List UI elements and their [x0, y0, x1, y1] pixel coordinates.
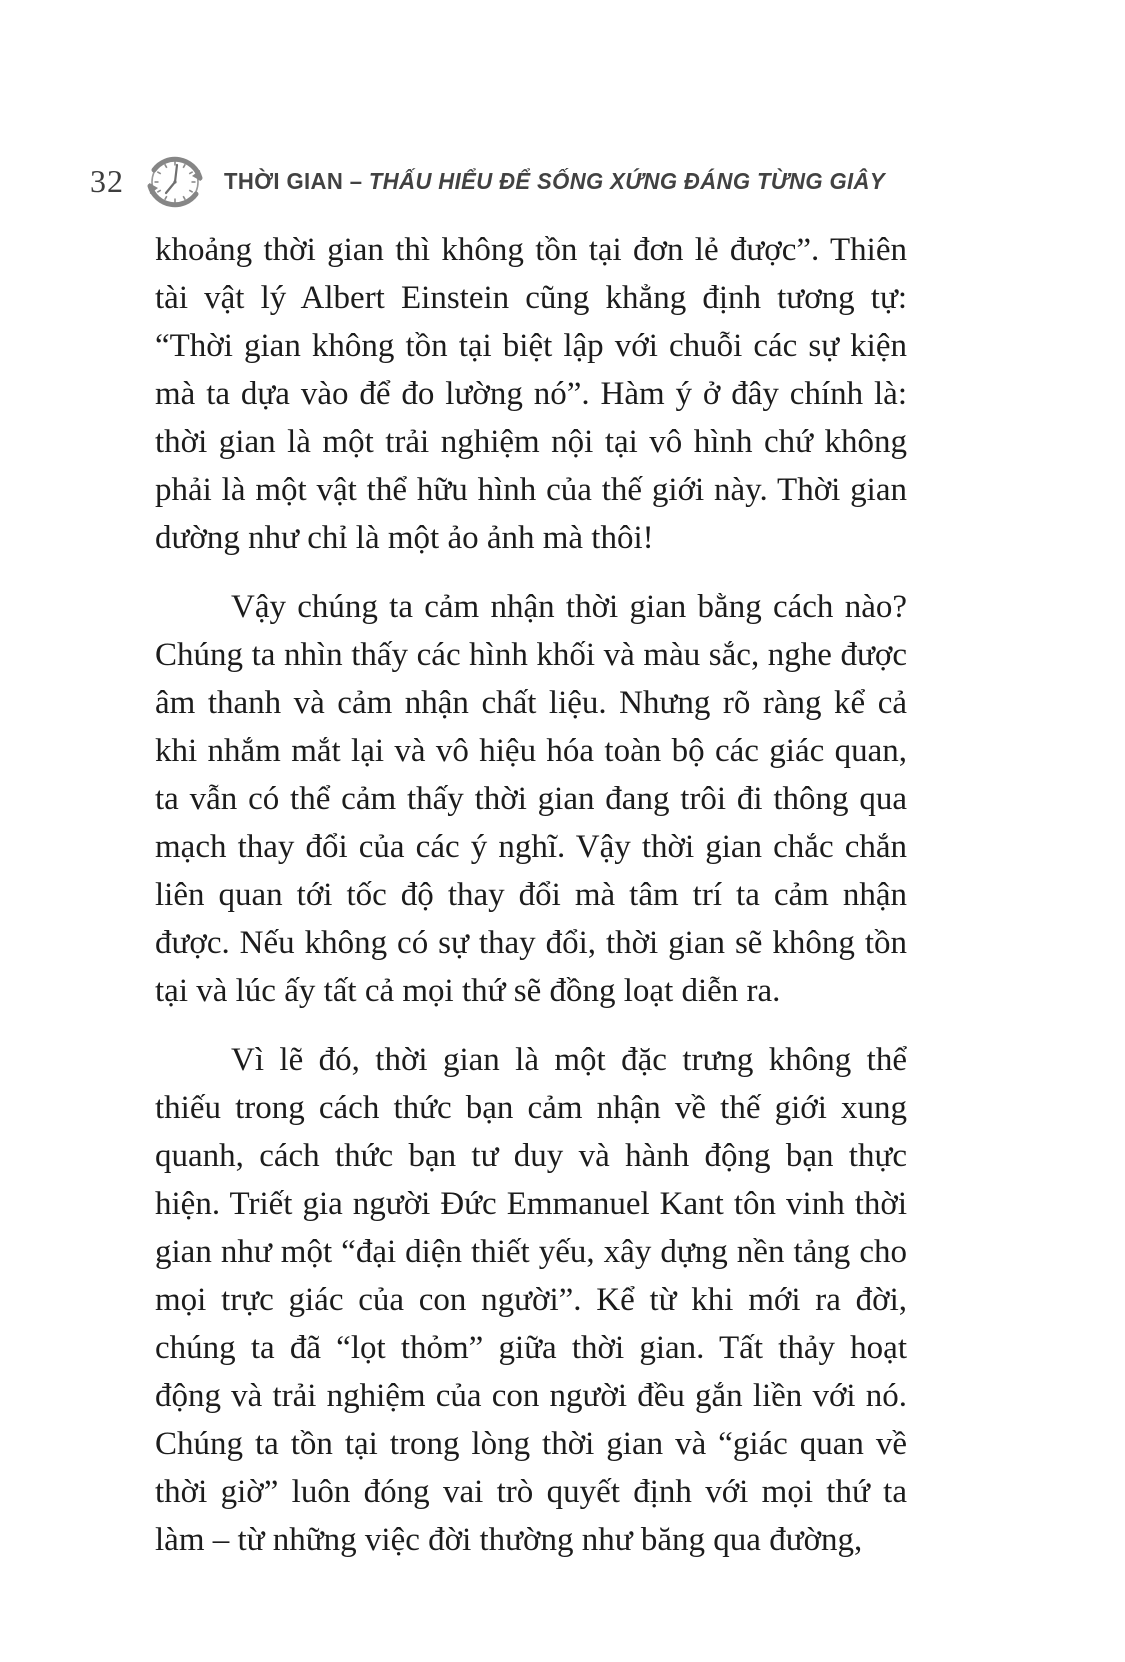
- paragraph-3: Vì lẽ đó, thời gian là một đặc trưng không thể thiếu trong cách thức bạn cảm nhận về thế giới xung quanh, cách thức bạn tư duy và hành động bạn thực hiện. Triết gia người Đức Emmanuel Kant tôn vinh thời gian như một “đại diện thiết yếu, xây dựng nền tảng cho mọi trực giác của con người”. Kể từ khi mới ra đời, chúng ta đã “lọt thỏm” giữa thời gian. Tất thảy hoạt động và trải nghiệm của con người đều gắn liền với nó. Chúng ta tồn tại trong lòng thời gian và “giác quan về thời giờ” luôn đóng vai trò quyết định với mọi thứ ta làm – từ những việc đời thường như băng qua đường,: [155, 1042, 907, 1558]
- chapter-title: [224, 168, 885, 195]
- paragraph-2: Vậy chúng ta cảm nhận thời gian bằng cách nào? Chúng ta nhìn thấy các hình khối và màu sắc, nghe được âm thanh và cảm nhận chất liệu. Nhưng rõ ràng kể cả khi nhắm mắt lại và vô hiệu hóa toàn bộ các giác quan, ta vẫn có thể cảm thấy thời gian đang trôi đi thông qua mạch thay đổi của các ý nghĩ. Vậy thời gian chắc chắn liên quan tới tốc độ thay đổi mà tâm trí ta cảm nhận được. Nếu không có sự thay đổi, thời gian sẽ không tồn tại và lúc ấy tất cả mọi thứ sẽ đồng loạt diễn ra.: [155, 589, 907, 1009]
- paragraph-1: khoảng thời gian thì không tồn tại đơn lẻ được”. Thiên tài vật lý Albert Einstein cũng khẳng định tương tự: “Thời gian không tồn tại biệt lập với chuỗi các sự kiện mà ta dựa vào để đo lường nó”. Hàm ý ở đây chính là: thời gian là một trải nghiệm nội tại vô hình chứ không phải là một vật thể hữu hình của thế giới này. Thời gian dường như chỉ là một ảo ảnh mà thôi!: [155, 232, 907, 556]
- running-header: [90, 148, 1035, 214]
- body-text: [155, 226, 907, 1585]
- clock-icon: [142, 148, 208, 214]
- chapter-title-separator: –: [343, 167, 369, 194]
- chapter-title-subtitle: THẤU HIỂU ĐỂ SỐNG XỨNG ĐÁNG TỪNG GIÂY: [368, 167, 885, 194]
- page-number: 32: [90, 162, 124, 199]
- chapter-title-main: THỜI GIAN: [224, 167, 344, 194]
